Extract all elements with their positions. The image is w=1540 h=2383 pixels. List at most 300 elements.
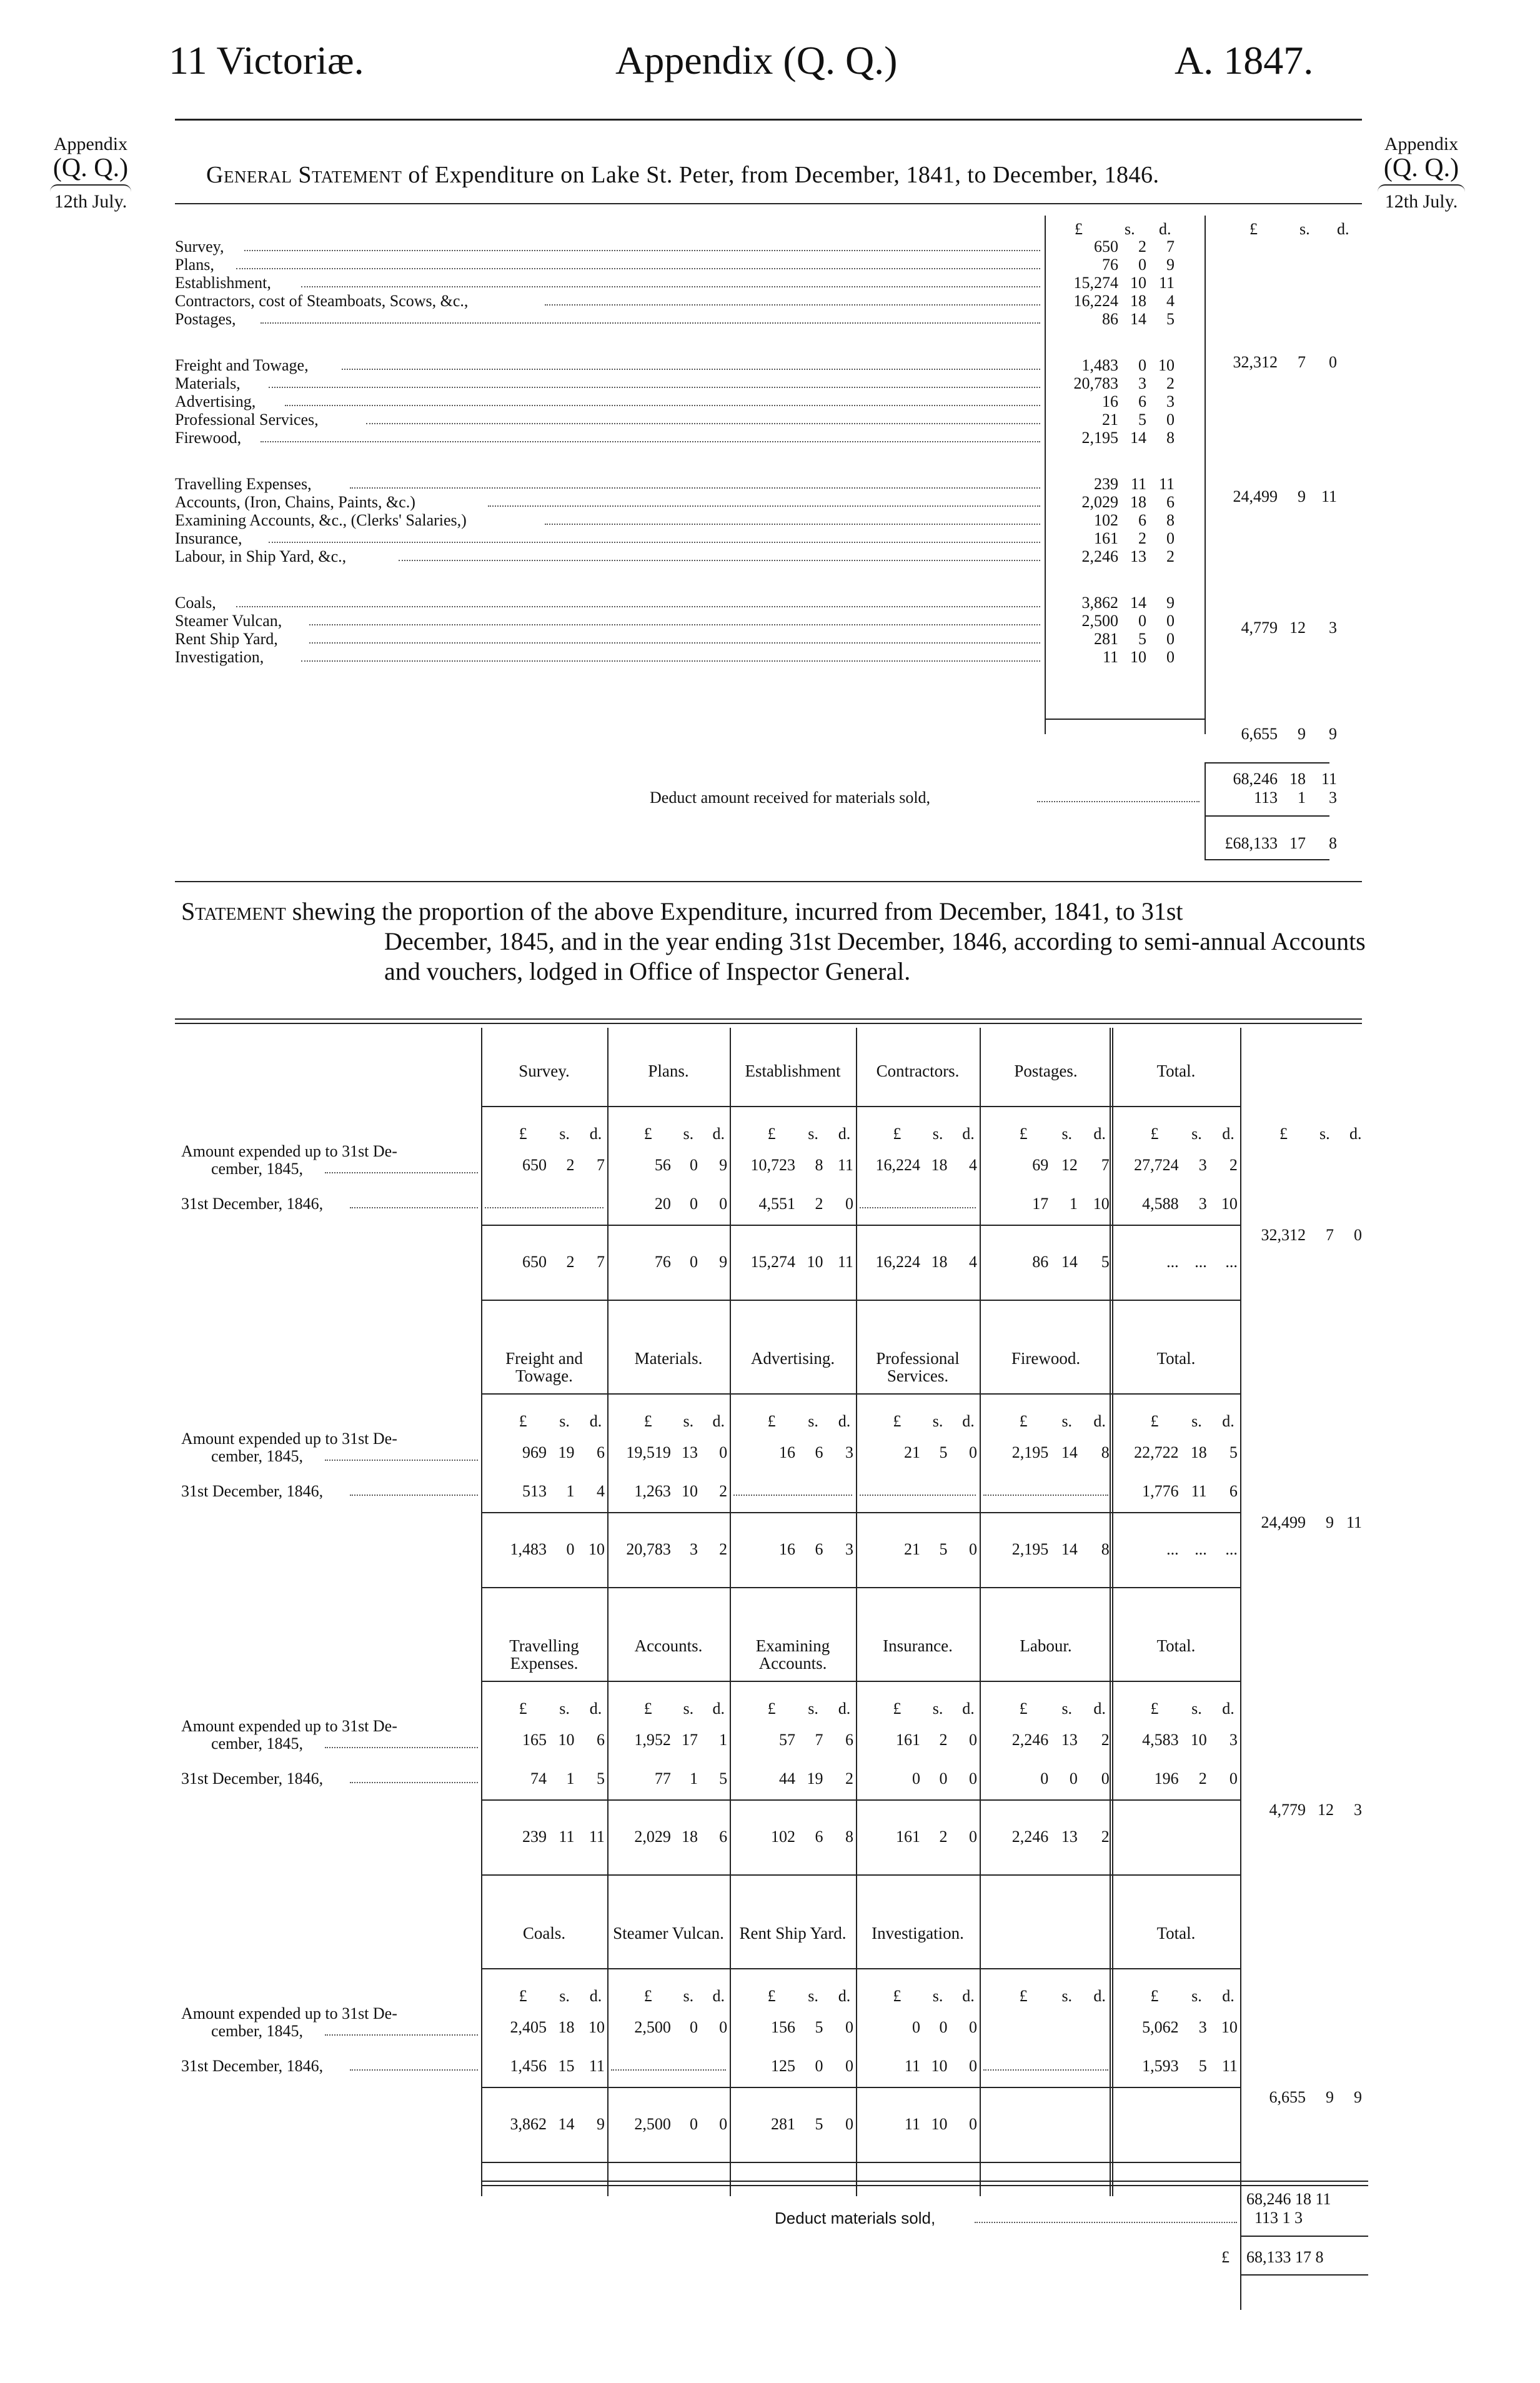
lsd-pence: d. xyxy=(712,1699,725,1718)
cell-pence: 6 xyxy=(845,1731,853,1749)
cell-shillings: 5 xyxy=(815,2018,823,2036)
item-pence: 4 xyxy=(1166,292,1175,310)
cell-shillings: 0 xyxy=(1069,1769,1078,1788)
lsd-shilling: s. xyxy=(932,1699,943,1718)
item-label: Accounts, (Iron, Chains, Paints, &c.) xyxy=(175,493,415,511)
cell-pounds: 1,952 xyxy=(634,1731,671,1749)
item-label: Plans, xyxy=(175,256,214,274)
item-shillings: 13 xyxy=(1130,547,1146,565)
item-shillings: 6 xyxy=(1138,392,1146,410)
row-label-amount-2: cember, 1845, xyxy=(211,1447,303,1465)
margin-note-right xyxy=(1371,134,1471,211)
lsd-pound: £ xyxy=(767,1699,776,1718)
item-label: Advertising, xyxy=(175,392,256,410)
item-label: Rent Ship Yard, xyxy=(175,630,278,648)
cell-pounds: 161 xyxy=(895,1731,920,1749)
lsd-pence: d. xyxy=(962,1412,975,1430)
cell-pence: 5 xyxy=(1101,1253,1110,1271)
net-pounds: £68,133 xyxy=(1225,834,1278,852)
cell-pence: 11 xyxy=(589,1828,605,1846)
cell-pence: 0 xyxy=(845,2018,853,2036)
subtotal-pounds: 6,655 xyxy=(1241,725,1278,743)
cell-pence: 0 xyxy=(969,1731,978,1749)
currency-header-0-1: s. xyxy=(1125,220,1135,238)
lsd-shilling: s. xyxy=(808,1699,818,1718)
block-bottom-rule xyxy=(481,1874,1240,1876)
cell-pence: 10 xyxy=(588,2018,605,2036)
cell-pence: 9 xyxy=(719,1253,728,1271)
lsd-shilling: s. xyxy=(1191,1699,1202,1718)
item-shillings: 14 xyxy=(1130,594,1146,612)
leader-dots xyxy=(325,1156,478,1173)
cell-pounds: 2,195 xyxy=(1011,1540,1049,1558)
leader-dots xyxy=(350,1766,478,1783)
lsd-pence: d. xyxy=(712,1125,725,1143)
item-shillings: 14 xyxy=(1130,310,1146,328)
block-total-pence: 3 xyxy=(1354,1801,1362,1819)
lsd-pence: d. xyxy=(1222,1987,1234,2005)
column-header: Professional Services. xyxy=(876,1349,960,1386)
table-top-rule xyxy=(175,1018,1362,1020)
lsd-pence: d. xyxy=(838,1412,851,1430)
cell-pounds: 2,029 xyxy=(634,1828,671,1846)
lsd-shilling: s. xyxy=(808,1987,818,2005)
statement-line-3: and vouchers, lodged in Office of Inspector General. xyxy=(384,957,911,985)
item-pence: 6 xyxy=(1166,493,1175,511)
cell-pounds: 16 xyxy=(779,1443,796,1461)
lsd-pound: £ xyxy=(893,1987,902,2005)
column-header: Total. xyxy=(1156,1062,1196,1080)
cell-shillings: 10 xyxy=(807,1253,823,1271)
sum-rule xyxy=(481,2087,1240,2088)
deduct-pounds: 113 xyxy=(1253,789,1278,807)
row-label-1846: 31st December, 1846, xyxy=(181,1482,324,1500)
currency-header-0-0: £ xyxy=(1075,220,1083,238)
leader-dots xyxy=(399,544,1040,561)
cell-pence: 5 xyxy=(719,1769,728,1788)
final-rule-2 xyxy=(481,2185,1368,2186)
cell-pounds: 77 xyxy=(654,1769,671,1788)
lsd-shilling: s. xyxy=(932,1125,943,1143)
lsd-shilling: s. xyxy=(559,1987,570,2005)
item-pounds: 21 xyxy=(1102,410,1118,429)
lsd-pound: £ xyxy=(519,1987,527,2005)
cell-shillings: 14 xyxy=(558,2115,575,2133)
item-shillings: 18 xyxy=(1130,292,1146,310)
cell-pounds: 2,500 xyxy=(634,2018,671,2036)
cell-shillings: 0 xyxy=(690,1156,698,1174)
item-pounds: 239 xyxy=(1094,475,1118,493)
cell-shillings: 0 xyxy=(690,2018,698,2036)
column-header: Plans. xyxy=(648,1062,689,1080)
final-pound-sign: £ xyxy=(1221,2248,1230,2266)
column-header: Steamer Vulcan. xyxy=(613,1924,724,1943)
leader-dots xyxy=(261,306,1040,324)
cell-pence: 11 xyxy=(589,2057,605,2075)
cell-shillings: 10 xyxy=(558,1731,575,1749)
cell-shillings: ... xyxy=(1195,1540,1207,1558)
item-label: Establishment, xyxy=(175,274,271,292)
lsd-pound: £ xyxy=(519,1412,527,1430)
cell-pounds: 1,456 xyxy=(510,2057,547,2075)
cell-pence: 2 xyxy=(1229,1156,1238,1174)
cell-pounds: 3,862 xyxy=(510,2115,547,2133)
block-bottom-rule xyxy=(481,1300,1240,1301)
item-shillings: 11 xyxy=(1130,475,1146,493)
cell-pounds: 21 xyxy=(903,1443,920,1461)
lsd-pence: d. xyxy=(1093,1987,1106,2005)
gross-rule xyxy=(1205,762,1329,764)
subtotal-shillings: 12 xyxy=(1289,619,1306,637)
item-pounds: 2,500 xyxy=(1081,612,1118,630)
cell-shillings: 19 xyxy=(807,1769,823,1788)
item-pence: 11 xyxy=(1158,475,1175,493)
cell-pence: 8 xyxy=(1101,1540,1110,1558)
item-pounds: 1,483 xyxy=(1081,356,1118,374)
lsd-pence: d. xyxy=(838,1987,851,2005)
subtotal-pence: 11 xyxy=(1321,487,1337,505)
lsd-pound: £ xyxy=(519,1699,527,1718)
leader-dots xyxy=(269,371,1040,388)
empty-dots xyxy=(860,1191,976,1208)
row-label-amount-2: cember, 1845, xyxy=(211,2022,303,2040)
row-label-amount: Amount expended up to 31st De- xyxy=(181,1142,397,1160)
general-statement-title xyxy=(206,161,1160,189)
cell-shillings: 6 xyxy=(815,1443,823,1461)
cell-pounds: 5,062 xyxy=(1142,2018,1179,2036)
cell-shillings: 18 xyxy=(682,1828,698,1846)
leader-dots xyxy=(301,270,1040,287)
cell-shillings: 1 xyxy=(566,1769,575,1788)
cell-shillings: 2 xyxy=(566,1253,575,1271)
currency-header-1-0: £ xyxy=(1249,220,1258,238)
leader-dots xyxy=(1037,785,1200,802)
item-pence: 2 xyxy=(1166,547,1175,565)
cell-pence: 9 xyxy=(596,2115,605,2133)
lsd-pence: d. xyxy=(962,1699,975,1718)
leader-dots xyxy=(261,425,1040,442)
cell-pounds: 1,483 xyxy=(510,1540,547,1558)
cell-shillings: 18 xyxy=(931,1253,948,1271)
top-rule xyxy=(175,119,1362,121)
final-deduct-label: Deduct materials sold, xyxy=(775,2209,936,2227)
cell-pounds: 16,224 xyxy=(875,1253,920,1271)
empty-dots xyxy=(611,2053,726,2071)
lsd-shilling: s. xyxy=(559,1699,570,1718)
cell-pence: 10 xyxy=(1221,2018,1238,2036)
item-pounds: 102 xyxy=(1094,511,1118,529)
cell-shillings: 1 xyxy=(690,1769,698,1788)
column-header: Freight and Towage. xyxy=(505,1349,583,1386)
cell-shillings: 13 xyxy=(682,1443,698,1461)
cell-shillings: 2 xyxy=(939,1828,948,1846)
row-label-amount: Amount expended up to 31st De- xyxy=(181,2004,397,2022)
cell-shillings: 19 xyxy=(558,1443,575,1461)
item-label: Investigation, xyxy=(175,648,264,666)
block-bottom-rule xyxy=(481,2162,1240,2163)
lsd-pound: £ xyxy=(767,1412,776,1430)
cell-pounds: 11 xyxy=(904,2115,920,2133)
item-pence: 0 xyxy=(1166,648,1175,666)
item-pounds: 2,246 xyxy=(1081,547,1118,565)
cell-shillings: 11 xyxy=(559,1828,575,1846)
item-label: Coals, xyxy=(175,594,216,612)
lsd-pence: d. xyxy=(589,1699,602,1718)
cell-pence: 7 xyxy=(1101,1156,1110,1174)
leader-dots xyxy=(342,352,1040,370)
currency-header-1-1: s. xyxy=(1299,220,1310,238)
item-pence: 7 xyxy=(1166,237,1175,256)
cell-shillings: 6 xyxy=(815,1828,823,1846)
item-pounds: 161 xyxy=(1094,529,1118,547)
cell-pence: 2 xyxy=(719,1482,728,1500)
block-total-pence: 0 xyxy=(1354,1226,1362,1244)
item-pounds: 20,783 xyxy=(1073,374,1118,392)
leader-dots xyxy=(350,1478,478,1496)
lsd-pound: £ xyxy=(893,1412,902,1430)
net-bottom-rule xyxy=(1205,859,1329,860)
cell-shillings: 0 xyxy=(815,2057,823,2075)
statement-line-2: December, 1845, and in the year ending 31st December, 1846, according to semi-annual Accounts xyxy=(384,927,1366,955)
subtotal-shillings: 7 xyxy=(1298,353,1306,371)
leader-dots xyxy=(325,2018,478,2036)
sum-rule xyxy=(481,1799,1240,1801)
cell-shillings: 2 xyxy=(815,1195,823,1213)
cell-shillings: 7 xyxy=(815,1731,823,1749)
cell-shillings: ... xyxy=(1195,1253,1207,1271)
final-rule xyxy=(481,2181,1368,2182)
item-pounds: 2,029 xyxy=(1081,493,1118,511)
subtotal-pounds: 32,312 xyxy=(1233,353,1278,371)
currency-header-1-2: d. xyxy=(1337,220,1349,238)
item-label: Postages, xyxy=(175,310,236,328)
cell-pounds: 513 xyxy=(522,1482,547,1500)
table-top-rule-2 xyxy=(175,1023,1362,1024)
row-label-amount-2: cember, 1845, xyxy=(211,1734,303,1753)
leader-dots xyxy=(309,608,1040,625)
item-shillings: 0 xyxy=(1138,256,1146,274)
net-rule xyxy=(1205,815,1329,817)
margin-brace xyxy=(1378,184,1465,192)
item-shillings: 0 xyxy=(1138,612,1146,630)
gross-shillings: 18 xyxy=(1289,770,1306,788)
empty-dots xyxy=(983,1478,1108,1496)
cell-pence: 2 xyxy=(1101,1731,1110,1749)
item-pence: 8 xyxy=(1166,429,1175,447)
item-pence: 9 xyxy=(1166,594,1175,612)
cell-shillings: 15 xyxy=(558,2057,575,2075)
lsd-pound: £ xyxy=(1150,1987,1159,2005)
item-label: Contractors, cost of Steamboats, Scows, &c., xyxy=(175,292,469,310)
subtotal-pence: 9 xyxy=(1329,725,1337,743)
cell-pounds: 650 xyxy=(522,1156,547,1174)
column-header: Advertising. xyxy=(750,1349,835,1368)
lsd-pound: £ xyxy=(643,1987,652,2005)
column-header: Rent Ship Yard. xyxy=(739,1924,847,1943)
final-bottom-rule xyxy=(1240,2274,1368,2276)
cell-pence: 0 xyxy=(969,2018,978,2036)
item-label: Labour, in Ship Yard, &c., xyxy=(175,547,347,565)
cell-pence: 3 xyxy=(1229,1731,1238,1749)
cell-pounds: 4,551 xyxy=(758,1195,796,1213)
item-pence: 2 xyxy=(1166,374,1175,392)
leader-dots xyxy=(309,626,1040,644)
lsd-pound: £ xyxy=(643,1125,652,1143)
lsd-shilling: s. xyxy=(1191,1987,1202,2005)
subtotal-pounds: 24,499 xyxy=(1233,487,1278,505)
item-label: Survey, xyxy=(175,237,224,256)
lsd-pound: £ xyxy=(1019,1412,1028,1430)
subtotal-pence: 3 xyxy=(1329,619,1337,637)
item-pounds: 86 xyxy=(1102,310,1118,328)
cell-pence: 0 xyxy=(845,2115,853,2133)
lsd-shilling: s. xyxy=(683,1699,694,1718)
lsd-shilling: s. xyxy=(1319,1125,1330,1143)
cell-shillings: 14 xyxy=(1061,1443,1078,1461)
leader-dots xyxy=(545,507,1040,525)
cell-shillings: 14 xyxy=(1061,1253,1078,1271)
cell-pence: 6 xyxy=(719,1828,728,1846)
cell-pence: 4 xyxy=(596,1482,605,1500)
cell-pence: 0 xyxy=(719,1195,728,1213)
cell-pence: 8 xyxy=(845,1828,853,1846)
cell-pounds: 20 xyxy=(654,1195,671,1213)
cell-pounds: 0 xyxy=(912,1769,920,1788)
column-header: Establishment xyxy=(745,1062,841,1080)
item-shillings: 14 xyxy=(1130,429,1146,447)
item-shillings: 18 xyxy=(1130,493,1146,511)
cell-pence: 7 xyxy=(596,1156,605,1174)
cell-pounds: ... xyxy=(1166,1540,1179,1558)
leader-dots xyxy=(244,234,1040,251)
cell-pounds: 22,722 xyxy=(1134,1443,1179,1461)
cell-pence: 6 xyxy=(596,1443,605,1461)
header-rule xyxy=(481,1681,1240,1682)
lsd-pound: £ xyxy=(893,1125,902,1143)
cell-pounds: 2,246 xyxy=(1011,1731,1049,1749)
cell-pounds: 21 xyxy=(903,1540,920,1558)
item-label: Travelling Expenses, xyxy=(175,475,312,493)
amount-col-bottom-rule xyxy=(1045,719,1205,720)
cell-pounds: 1,263 xyxy=(634,1482,671,1500)
currency-header-0-2: d. xyxy=(1159,220,1171,238)
cell-shillings: 2 xyxy=(1198,1769,1207,1788)
cell-pounds: 86 xyxy=(1032,1253,1049,1271)
lsd-shilling: s. xyxy=(1061,1699,1073,1718)
cell-pounds: 44 xyxy=(779,1769,796,1788)
lsd-pence: d. xyxy=(1349,1125,1362,1143)
cell-pence: 2 xyxy=(845,1769,853,1788)
cell-shillings: 0 xyxy=(690,1253,698,1271)
lsd-pound: £ xyxy=(643,1412,652,1430)
cell-pounds: 1,593 xyxy=(1142,2057,1179,2075)
cell-pounds: 161 xyxy=(895,1828,920,1846)
cell-pence: 10 xyxy=(588,1540,605,1558)
lsd-shilling: s. xyxy=(1061,1412,1073,1430)
margin-qq: (Q. Q.) xyxy=(52,153,129,182)
leader-dots xyxy=(236,252,1040,269)
item-label: Insurance, xyxy=(175,529,242,547)
column-header: Firewood. xyxy=(1011,1349,1081,1368)
item-pence: 0 xyxy=(1166,410,1175,429)
item-pounds: 16 xyxy=(1102,392,1118,410)
cell-pounds: 1,776 xyxy=(1142,1482,1179,1500)
lsd-pound: £ xyxy=(1019,1125,1028,1143)
leader-dots xyxy=(325,1731,478,1748)
block-total-shillings: 9 xyxy=(1326,1513,1334,1531)
item-label: Professional Services, xyxy=(175,410,319,429)
gross-pounds: 68,246 xyxy=(1233,770,1278,788)
leader-dots xyxy=(236,590,1040,607)
empty-dots xyxy=(485,1191,604,1208)
lsd-pence: d. xyxy=(1222,1125,1234,1143)
cell-pence: 0 xyxy=(1101,1769,1110,1788)
column-header: Postages. xyxy=(1014,1062,1078,1080)
column-header: Labour. xyxy=(1020,1636,1072,1655)
empty-dots xyxy=(983,2053,1108,2071)
cell-pounds: 2,500 xyxy=(634,2115,671,2133)
cell-shillings: 10 xyxy=(1190,1731,1207,1749)
column-header: Accounts. xyxy=(634,1636,703,1655)
cell-pence: 11 xyxy=(837,1156,853,1174)
row-label-amount-2: cember, 1845, xyxy=(211,1160,303,1178)
item-label: Firewood, xyxy=(175,429,242,447)
cell-pence: 7 xyxy=(596,1253,605,1271)
lsd-pence: d. xyxy=(962,1125,975,1143)
sum-rule xyxy=(481,1512,1240,1513)
cell-pence: 11 xyxy=(837,1253,853,1271)
header-rule xyxy=(481,1106,1240,1107)
lsd-pence: d. xyxy=(838,1699,851,1718)
lsd-shilling: s. xyxy=(683,1412,694,1430)
item-label: Examining Accounts, &c., (Clerks' Salaries,) xyxy=(175,511,467,529)
item-pence: 0 xyxy=(1166,630,1175,648)
cell-pounds: 17 xyxy=(1032,1195,1049,1213)
margin-date: 12th July. xyxy=(1384,191,1458,212)
row-label-amount: Amount expended up to 31st De- xyxy=(181,1430,397,1448)
item-pence: 5 xyxy=(1166,310,1175,328)
statement-line-1 xyxy=(181,897,1183,926)
cell-pounds: 0 xyxy=(912,2018,920,2036)
leader-dots xyxy=(488,489,1040,507)
lsd-shilling: s. xyxy=(808,1125,818,1143)
final-gross: 68,246 18 11 xyxy=(1246,2190,1331,2208)
cell-pence: 0 xyxy=(969,1769,978,1788)
lsd-pence: d. xyxy=(962,1987,975,2005)
leader-dots xyxy=(285,389,1040,406)
block-total-pounds: 32,312 xyxy=(1261,1226,1306,1244)
lsd-pound: £ xyxy=(1019,1699,1028,1718)
cell-shillings: 0 xyxy=(690,1195,698,1213)
lsd-pence: d. xyxy=(1093,1699,1106,1718)
cell-pounds: 196 xyxy=(1154,1769,1179,1788)
empty-dots xyxy=(733,1478,852,1496)
cell-pounds: 969 xyxy=(522,1443,547,1461)
cell-pence: 0 xyxy=(719,1443,728,1461)
final-deduct: 113 1 3 xyxy=(1254,2209,1303,2227)
cell-shillings: 18 xyxy=(558,2018,575,2036)
cell-pence: 4 xyxy=(969,1156,978,1174)
final-net-rule xyxy=(1240,2236,1368,2237)
item-pounds: 76 xyxy=(1102,256,1118,274)
lsd-pence: d. xyxy=(1093,1412,1106,1430)
cell-pounds: 2,246 xyxy=(1011,1828,1049,1846)
cell-shillings: 5 xyxy=(815,2115,823,2133)
item-pence: 11 xyxy=(1158,274,1175,292)
lsd-shilling: s. xyxy=(808,1412,818,1430)
gross-pence: 11 xyxy=(1321,770,1337,788)
lsd-pence: d. xyxy=(589,1987,602,2005)
